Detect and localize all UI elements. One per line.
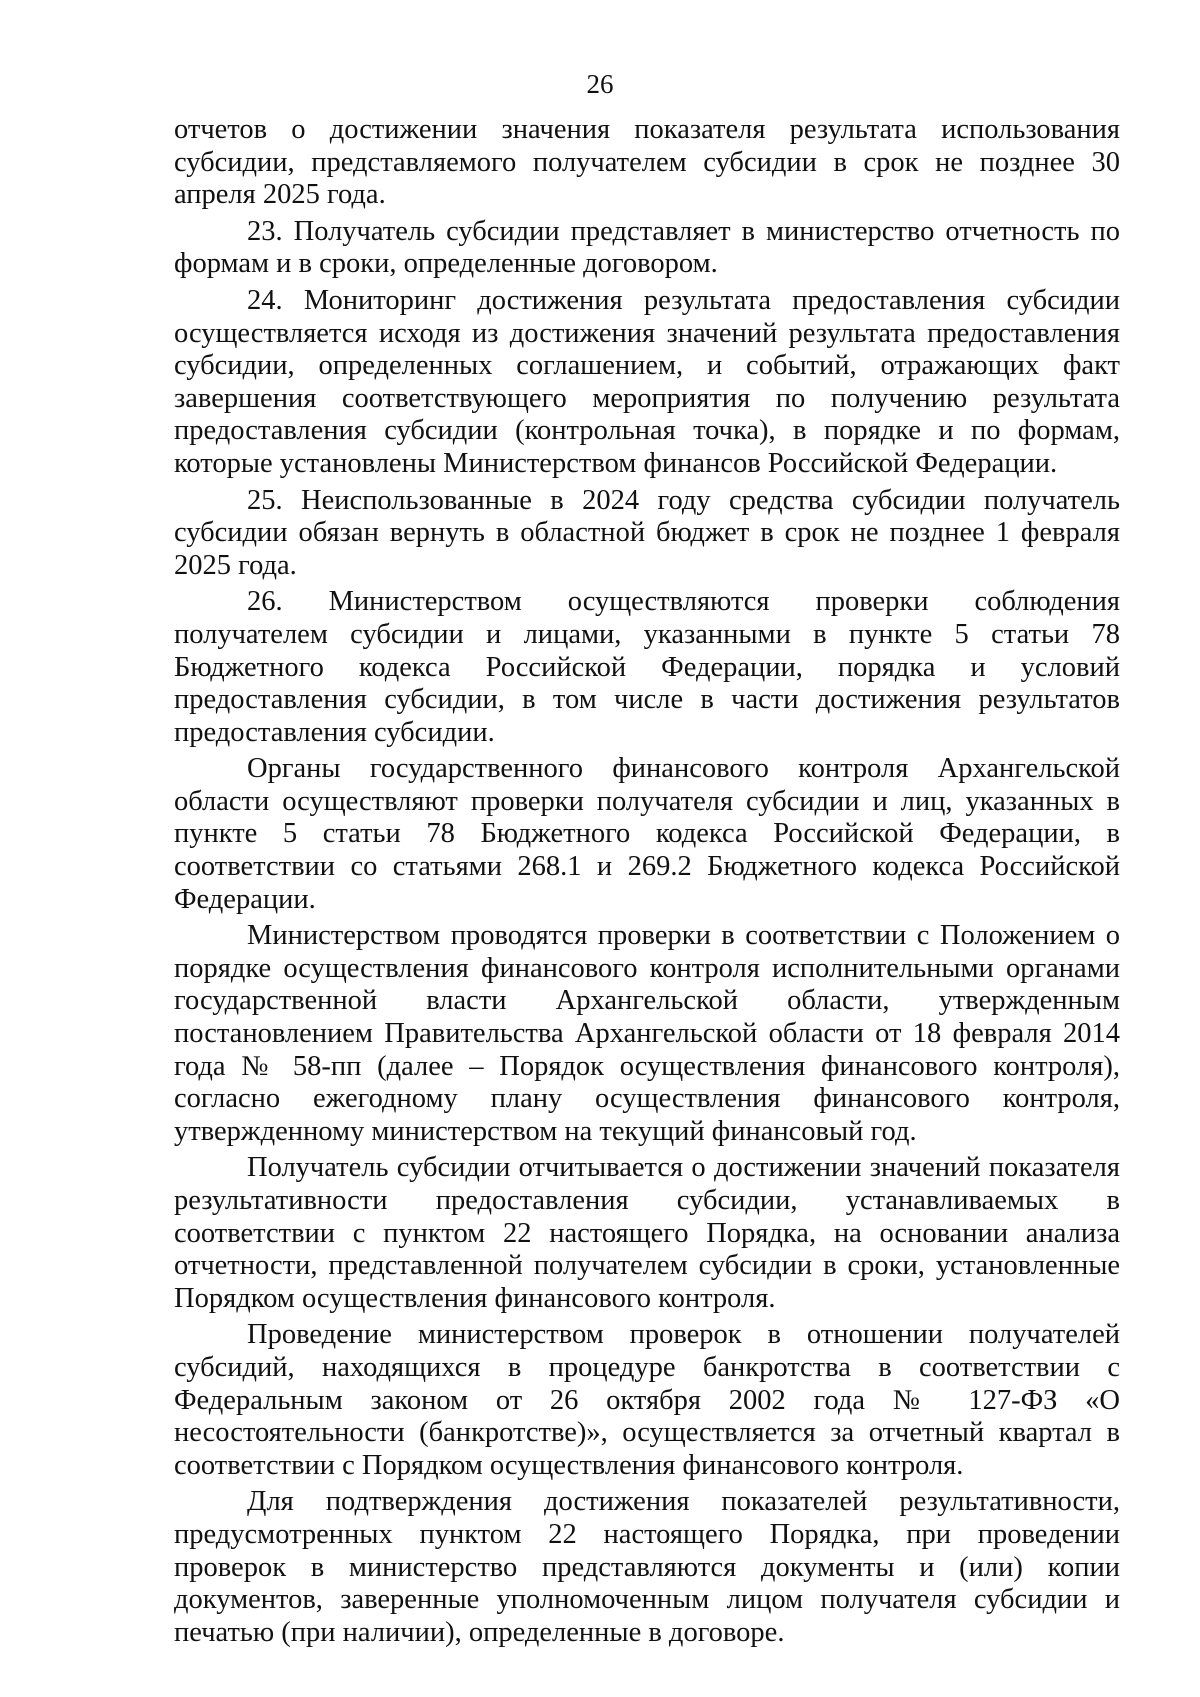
paragraph-confirmation-documents: Для подтверждения достижения показателей результативности, предусмотренных пунктом 22 настоящего Порядка, при проведении проверок в министерство представляются документы и (или) копии документов, заверенные уполномоченным лицом получателя субсидии и печатью (при наличии), определенные в договоре. [174,1486,1120,1648]
document-body [174,114,1120,1653]
paragraph-item-25: 25. Неиспользованные в 2024 году средства субсидии получатель субсидии обязан вернуть в областной бюджет в срок не позднее 1 февраля 2025 года. [174,484,1120,581]
paragraph-recipient-reporting: Получатель субсидии отчитывается о достижении значений показателя результативности предоставления субсидии, устанавливаемых в соответствии с пунктом 22 настоящего Порядка, на основании анализа отчетности, представленной получателем субсидии в сроки, установленные Порядком осуществления финансового контроля. [174,1152,1120,1314]
paragraph-ministry-checks: Министерством проводятся проверки в соответствии с Положением о порядке осуществления финансового контроля исполнительными органами государственной власти Архангельской области, утвержденным постановлением Правительства Архангельской области от 18 февраля 2014 года № 58-пп (далее – Порядок осуществления финансового контроля), согласно ежегодному плану осуществления финансового контроля, утвержденному министерством на текущий финансовый год. [174,920,1120,1147]
paragraph-item-26: 26. Министерством осуществляются проверки соблюдения получателем субсидии и лицами, указанными в пункте 5 статьи 78 Бюджетного кодекса Российской Федерации, порядка и условий предоставления субсидии, в том числе в части достижения результатов предоставления субсидии. [174,586,1120,748]
paragraph-item-23: 23. Получатель субсидии представляет в министерство отчетность по формам и в сроки, определенные договором. [174,215,1120,280]
page-number: 26 [586,69,614,99]
paragraph-control-bodies: Органы государственного финансового контроля Архангельской области осуществляют проверки получателя субсидии и лиц, указанных в пункте 5 статьи 78 Бюджетного кодекса Российской Федерации, в соответствии со статьями 268.1 и 269.2 Бюджетного кодекса Российской Федерации. [174,753,1120,915]
paragraph-item-24: 24. Мониторинг достижения результата предоставления субсидии осуществляется исходя из достижения значений результата предоставления субсидии, определенных соглашением, и событий, отражающих факт завершения соответствующего мероприятия по получению результата предоставления субсидии (контрольная точка), в порядке и по формам, которые установлены Министерством финансов Российской Федерации. [174,284,1120,479]
paragraph-bankruptcy-checks: Проведение министерством проверок в отношении получателей субсидий, находящихся в процедуре банкротства в соответствии с Федеральным законом от 26 октября 2002 года № 127-ФЗ «О несостоятельности (банкротстве)», осуществляется за отчетный квартал в соответствии с Порядком осуществления финансового контроля. [174,1319,1120,1481]
paragraph-continuation: отчетов о достижении значения показателя результата использования субсидии, представляемого получателем субсидии в срок не позднее 30 апреля 2025 года. [174,114,1120,211]
